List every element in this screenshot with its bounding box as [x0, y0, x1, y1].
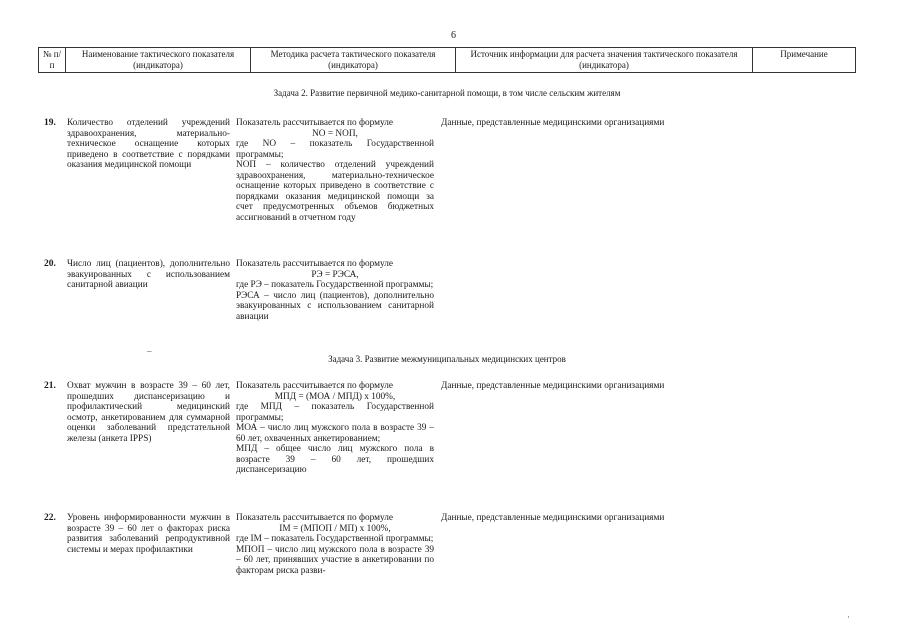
method-line: Показатель рассчитывается по формуле — [236, 381, 394, 391]
header-col-source: Источник информации для расчета значения тактического показателя (индикатора) — [456, 48, 753, 73]
method-line: где NО – показатель Государственной программы; — [236, 139, 434, 160]
formula: РЭ = РЭСА, — [311, 269, 359, 280]
header-col-num: № п/п — [39, 48, 66, 73]
calculation-method — [236, 381, 434, 476]
method-line: NОП – количество отделений учреждений здравоохранения, материально-техническое оснащение которых приведено в соответствие с порядками оказания медицинской помощи за счет предусмотренных объемов бюджетных ассигнований в отчетном году — [236, 160, 434, 223]
method-line: где IМ – показатель Государственной программы; — [236, 534, 434, 544]
row-number: 22. — [44, 513, 56, 523]
header-col-note: Примечание — [753, 48, 856, 73]
formula: IМ = (МПОП / МП) х 100%, — [279, 523, 391, 534]
row-number: 19. — [44, 118, 56, 128]
method-line: Показатель рассчитывается по формуле — [236, 118, 394, 128]
calculation-method — [236, 118, 434, 223]
table-header — [38, 47, 856, 73]
row-number: 21. — [44, 381, 56, 391]
scan-mark: – — [147, 346, 152, 356]
indicator-name: Охват мужчин в возрасте 39 – 60 лет, прошедших диспансеризацию и профилактический медицинский осмотр, анкетированием для суммарной оценки заболеваний предстательной железы (анкета IPPS) — [67, 381, 230, 444]
indicator-name: Уровень информированности мужчин в возрасте 39 – 60 лет о факторах риска развития заболеваний репродуктивной системы и мерах профилактики — [67, 513, 230, 555]
method-line: Показатель рассчитывается по формуле — [236, 513, 394, 523]
formula: NО = NОП, — [312, 128, 358, 139]
calculation-method — [236, 259, 434, 322]
method-line: МПД – общее число лиц мужского пола в возрасте 39 – 60 лет, прошедших диспансеризацию — [236, 444, 434, 475]
calculation-method — [236, 513, 434, 576]
task-3-heading: Задача 3. Развитие межмуниципальных медицинских центров — [328, 354, 566, 364]
scan-mark: · — [847, 612, 850, 622]
method-line: МОА – число лиц мужского пола в возрасте 39 – 60 лет, охваченных анкетированием; — [236, 423, 434, 444]
indicator-name: Количество отделений учреждений здравоохранения, материально-техническое оснащение которых приведено в соответствие с порядками оказания медицинской помощи — [67, 118, 230, 170]
indicator-name: Число лиц (пациентов), дополнительно эвакуированных с использованием санитарной авиации — [67, 259, 230, 290]
method-line: МПОП – число лиц мужского пола в возрасте 39 – 60 лет, принявших участие в анкетировании по факторам риска разви- — [236, 544, 434, 576]
page-number: 6 — [451, 30, 456, 41]
task-2-heading: Задача 2. Развитие первичной медико-санитарной помощи, в том числе сельским жителям — [273, 88, 621, 98]
method-line: Показатель рассчитывается по формуле — [236, 259, 394, 269]
header-col-method: Методика расчета тактического показателя (индикатора) — [251, 48, 456, 73]
method-line: где РЭ – показатель Государственной программы; — [236, 280, 434, 290]
formula: МПД = (МОА / МПД) х 100%, — [274, 391, 396, 402]
info-source: Данные, представленные медицинскими организациями — [441, 513, 665, 523]
row-number: 20. — [44, 259, 56, 269]
header-col-name: Наименование тактического показателя (индикатора) — [66, 48, 251, 73]
info-source: Данные, представленные медицинскими организациями — [441, 381, 665, 391]
method-line: РЭСА – число лиц (пациентов), дополнительно эвакуированных с использованием санитарной авиации — [236, 290, 434, 322]
info-source: Данные, представленные медицинскими организациями — [441, 118, 665, 128]
method-line: где МПД – показатель Государственной программы; — [236, 402, 434, 423]
